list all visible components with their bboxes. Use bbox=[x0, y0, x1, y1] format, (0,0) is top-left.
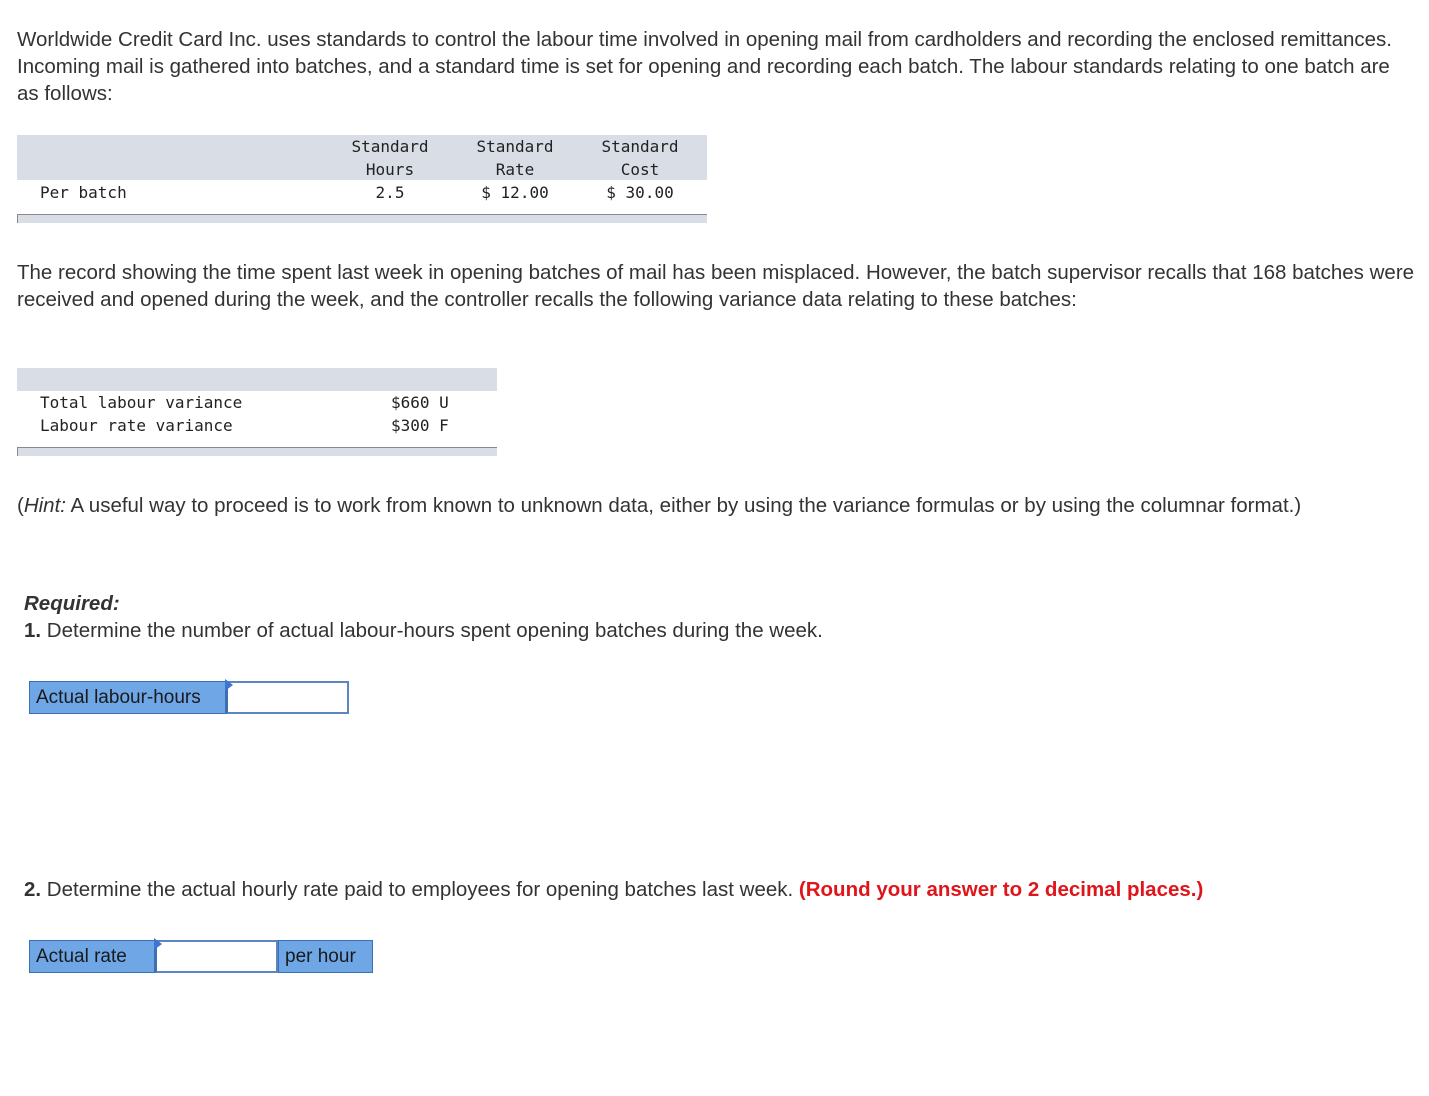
hint-open-paren: ( bbox=[17, 494, 24, 517]
variance-table bbox=[17, 368, 497, 456]
value-total-labour-variance: $660 U bbox=[391, 393, 449, 412]
answer-label: Actual labour-hours bbox=[29, 681, 226, 714]
table-footer-tick bbox=[17, 214, 18, 223]
header-standard-hours bbox=[337, 135, 443, 181]
answer-input-wrap bbox=[226, 681, 349, 714]
actual-labour-hours-input[interactable] bbox=[226, 681, 349, 714]
hint-lead: Hint: bbox=[23, 494, 66, 517]
row-label-per-batch: Per batch bbox=[40, 183, 127, 202]
question-number: 2. bbox=[24, 878, 42, 901]
record-paragraph: The record showing the time spent last week in opening batches of mail has been misplaced. However, the batch supervisor recalls that 168 batches were received and opened during the week, and the controller recalls the following variance data relating to these batches: bbox=[17, 261, 1415, 311]
answer-row-actual-labour-hours bbox=[29, 681, 349, 714]
value-standard-cost: $ 30.00 bbox=[606, 183, 674, 202]
value-standard-rate: $ 12.00 bbox=[481, 183, 549, 202]
required-heading bbox=[24, 590, 120, 617]
header-line: Hours bbox=[365, 160, 415, 179]
header-standard-rate bbox=[462, 135, 568, 181]
input-flag-icon bbox=[154, 938, 162, 950]
header-standard-cost bbox=[587, 135, 693, 181]
table-footer-bar bbox=[17, 447, 497, 456]
row-label-labour-rate-variance: Labour rate variance bbox=[40, 416, 233, 435]
input-flag-icon bbox=[225, 679, 233, 691]
unit-label: per hour bbox=[278, 940, 373, 973]
question-1 bbox=[24, 617, 823, 644]
value-labour-rate-variance: $300 F bbox=[391, 416, 449, 435]
question-text: Determine the number of actual labour-hours spent opening batches during the week. bbox=[41, 619, 823, 642]
header-line: Rate bbox=[495, 160, 535, 179]
intro-paragraph: Worldwide Credit Card Inc. uses standards to control the labour time involved in opening mail from cardholders and recording the enclosed remittances. Incoming mail is gathered into batches, and a standard time is set for opening and recording each batch. The labour standards relating to one batch are as follows: bbox=[17, 28, 1392, 105]
standards-table bbox=[17, 135, 707, 223]
table-footer-tick bbox=[17, 447, 18, 456]
actual-rate-input[interactable] bbox=[155, 940, 278, 973]
answer-row-actual-rate bbox=[29, 940, 373, 973]
header-line: Standard bbox=[351, 137, 429, 156]
hint-paragraph bbox=[17, 492, 1417, 519]
header-line: Cost bbox=[620, 160, 660, 179]
value-standard-hours: 2.5 bbox=[375, 183, 405, 202]
question-number: 1. bbox=[24, 619, 42, 642]
answer-input-wrap bbox=[155, 940, 278, 973]
header-line: Standard bbox=[601, 137, 679, 156]
variance-table-header-bg bbox=[17, 368, 497, 391]
question-2 bbox=[24, 876, 1203, 903]
row-label-total-labour-variance: Total labour variance bbox=[40, 393, 243, 412]
answer-label: Actual rate bbox=[29, 940, 155, 973]
header-line: Standard bbox=[476, 137, 554, 156]
question-text: Determine the actual hourly rate paid to employees for opening batches last week. bbox=[41, 878, 799, 901]
required-title: Required: bbox=[24, 592, 120, 615]
table-footer-bar bbox=[17, 214, 707, 223]
rounding-note: (Round your answer to 2 decimal places.) bbox=[798, 878, 1204, 901]
hint-text: A useful way to proceed is to work from known to unknown data, either by using the variance formulas or by using the columnar format.) bbox=[65, 494, 1302, 517]
